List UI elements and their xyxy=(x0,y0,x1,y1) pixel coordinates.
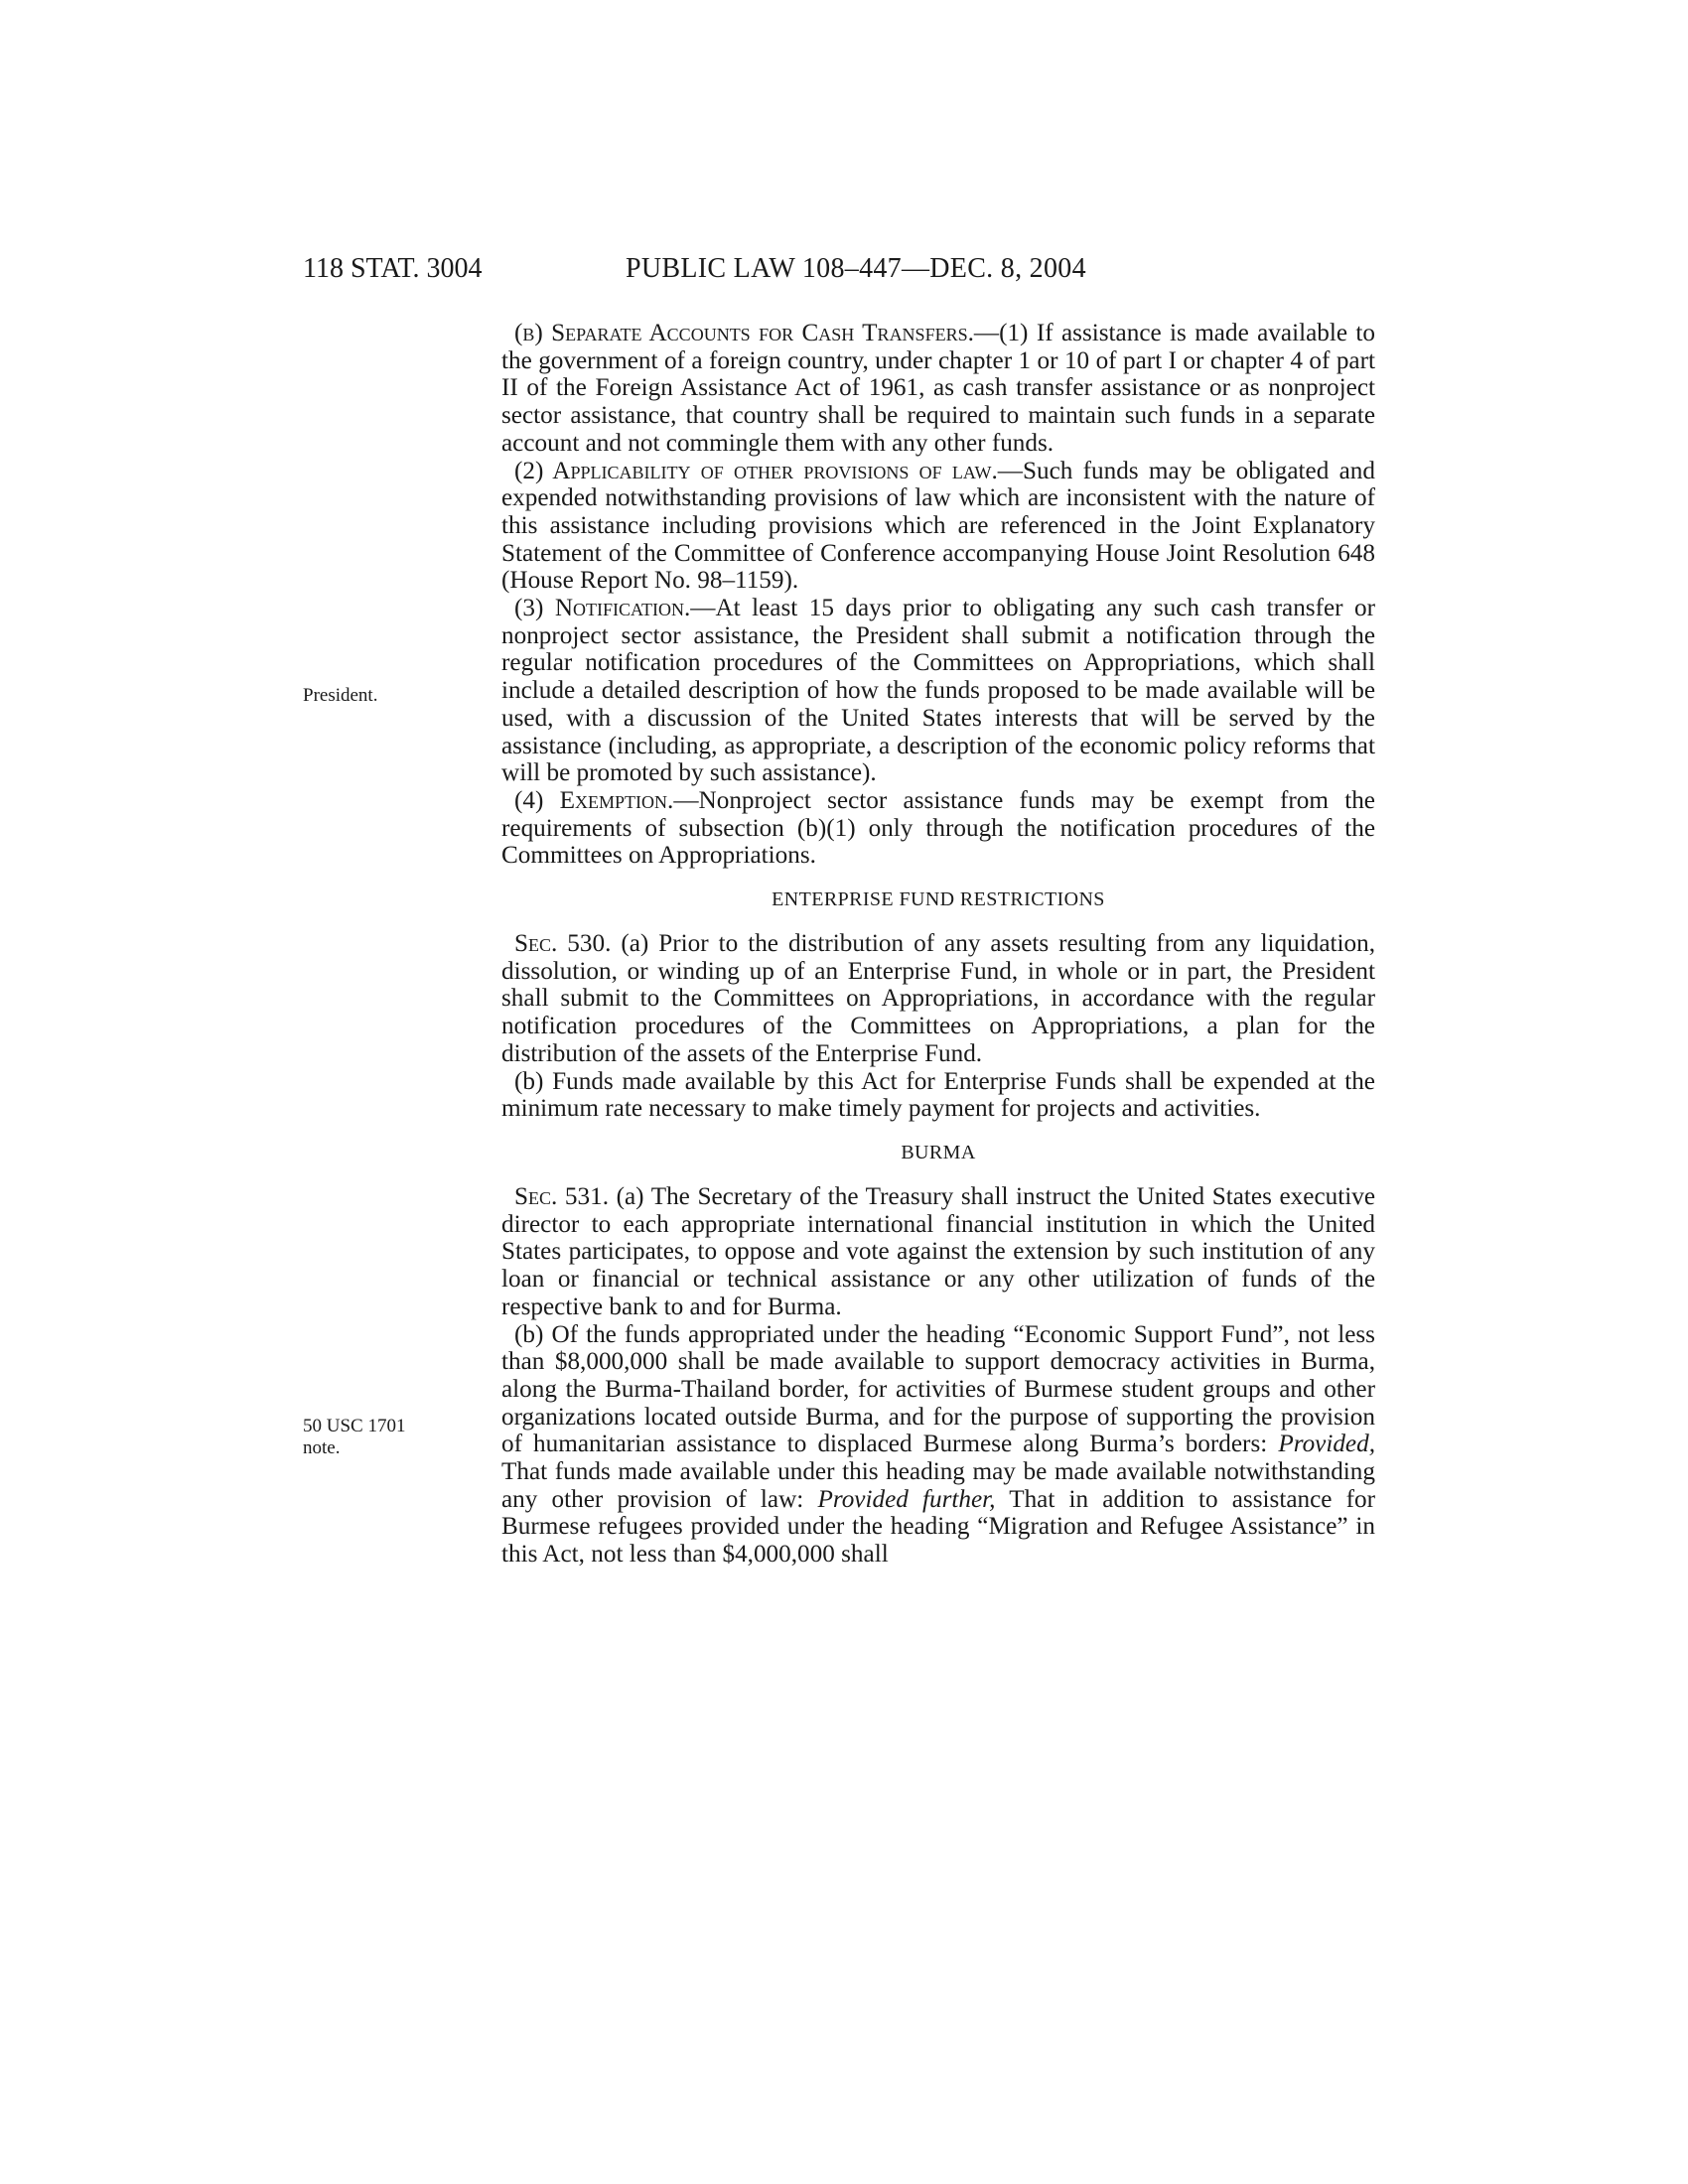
paragraph-sec530-a: Sec. 530. (a) Prior to the distribution of any assets resulting from any liquidation, dissolution, or winding up of an Enterprise Fund, in whole or in part, the President shall submit to the Committees on Appropriations, in accordance with the regular notification procedures of the Committees on Appropriations, a plan for the distribution of the assets of the Enterprise Fund. xyxy=(501,930,1375,1067)
margin-note-usc-line2: note. xyxy=(303,1437,341,1458)
paragraph-sec530-b: (b) Funds made available by this Act for Enterprise Funds shall be expended at the minimum rate necessary to make timely payment for projects and activities. xyxy=(501,1067,1375,1123)
statute-reference: 118 STAT. 3004 xyxy=(303,253,483,284)
body-text xyxy=(501,320,1375,1569)
heading-enterprise-fund: ENTERPRISE FUND RESTRICTIONS xyxy=(772,888,1105,911)
heading-burma: BURMA xyxy=(901,1141,976,1163)
paragraph-exemption: (4) Exemption.—Nonproject sector assistance funds may be exempt from the requirements of subsection (b)(1) only through the notification procedures of the Committees on Appropriations. xyxy=(501,786,1375,870)
paragraph-sec531-a: Sec. 531. (a) The Secretary of the Treasury shall instruct the United States executive director to each appropriate international financial institution in which the United States participates, to oppose and vote against the extension by such institution of any loan or financial or technical assistance or any other utilization of funds of the respective bank to and for Burma. xyxy=(501,1182,1375,1320)
margin-note-usc xyxy=(303,1416,452,1459)
paragraph-applicability: (2) Applicability of other provisions of law.—Such funds may be obligated and expended notwithstanding provisions of law which are inconsistent with the nature of this assistance including provisions which are referenced in the Joint Explanatory Statement of the Committee of Conference accompanying House Joint Resolution 648 (House Report No. 98–1159). xyxy=(501,457,1375,595)
page-header xyxy=(303,253,1380,293)
public-law-reference: PUBLIC LAW 108–447—DEC. 8, 2004 xyxy=(626,253,1086,284)
paragraph-sec531-b: (b) Of the funds appropriated under the heading “Economic Support Fund”, not less than $8,000,000 shall be made available to support democracy activities in Burma, along the Burma-Thailand border, for activities of Burmese student groups and other organizations located outside Burma, and for the purpose of supporting the provision of humanitarian assistance to displaced Burmese along Burma’s borders: Provided, That funds made available under this heading may be made available notwithstanding any other provision of law: Provided further, That in addition to assistance for Burmese refugees provided under the heading “Migration and Refugee Assistance” in this Act, not less than $4,000,000 shall xyxy=(501,1320,1375,1569)
paragraph-notification: (3) Notification.—At least 15 days prior to obligating any such cash transfer or nonproject sector assistance, the President shall submit a notification through the regular notification procedures of the Committees on Appropriations, which shall include a detailed description of how the funds proposed to be made available will be used, with a discussion of the United States interests that will be served by the assistance (including, as appropriate, a description of the economic policy reforms that will be promoted by such assistance). xyxy=(501,595,1375,787)
margin-note-president: President. xyxy=(303,685,378,706)
paragraph-separate-accounts: (b) Separate Accounts for Cash Transfers.—(1) If assistance is made available to the government of a foreign country, under chapter 1 or 10 of part I or chapter 4 of part II of the Foreign Assistance Act of 1961, as cash transfer assistance or as nonproject sector assistance, that country shall be required to maintain such funds in a separate account and not commingle them with any other funds. xyxy=(501,320,1375,457)
margin-note-usc-line1: 50 USC 1701 xyxy=(303,1416,406,1436)
